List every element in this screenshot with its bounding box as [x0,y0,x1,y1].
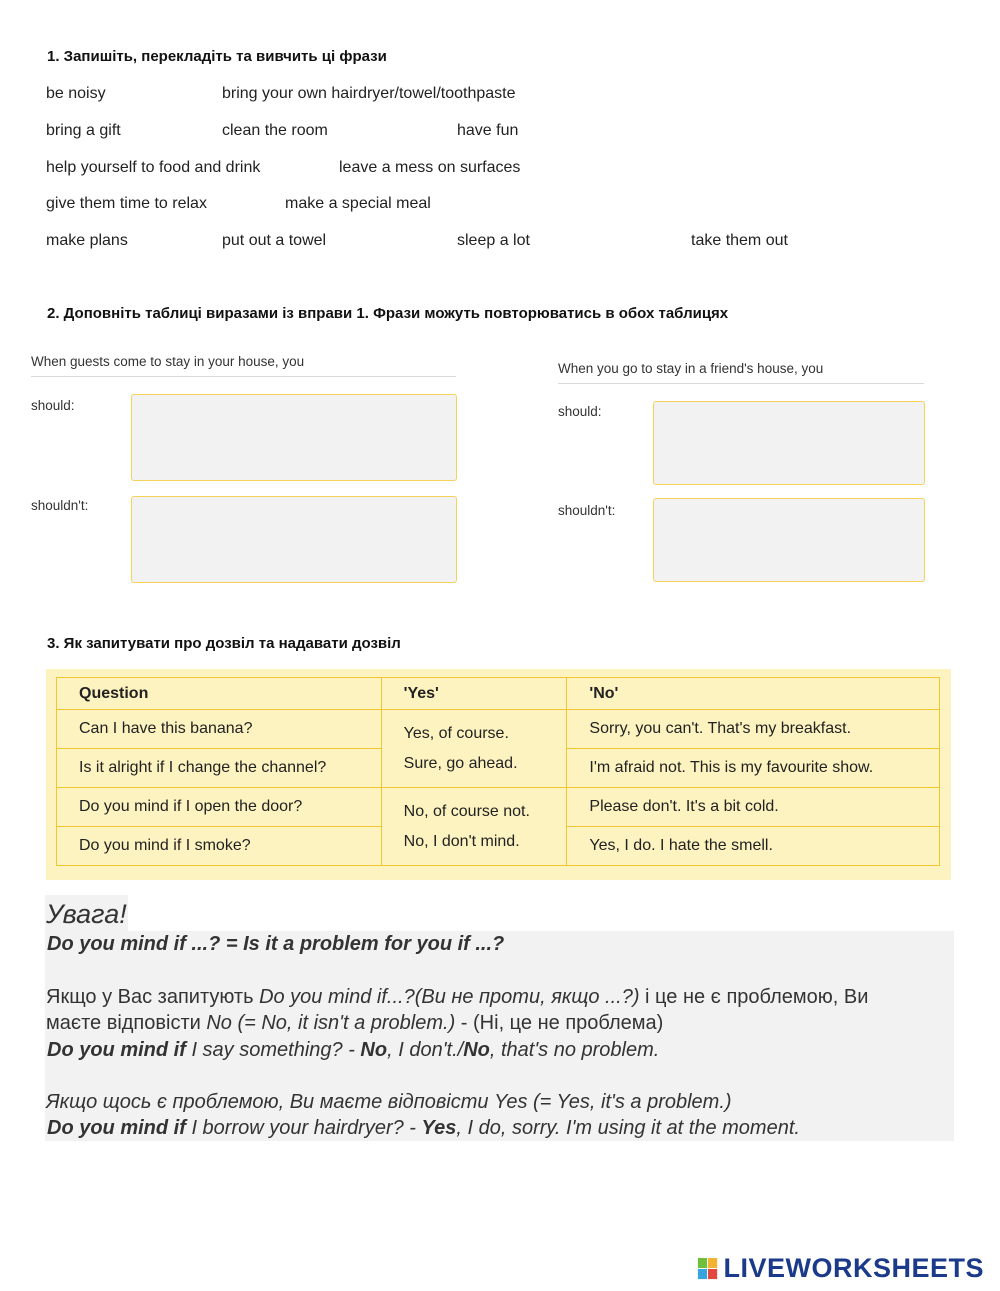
no-cell: Sorry, you can't. That's my breakfast. [567,710,940,749]
left-should-label: should: [31,398,75,413]
yes-answer: No, I don't mind. [403,832,520,850]
text: Якщо у Вас запитують [46,986,260,1008]
text: і це не є проблемою, Ви [639,986,869,1008]
phrase: make plans [46,232,128,249]
note-example-2 [47,1115,800,1141]
left-table-title: When guests come to stay in your house, you [31,354,305,369]
text: , I do, sorry. I'm using it at the moment. [456,1117,800,1139]
logo-text: LIVEWORKSHEETS [723,1253,984,1283]
note-line-1 [46,984,868,1010]
note-line-2 [46,1010,663,1036]
phrase: put out a towel [222,232,327,249]
note-equivalence [47,931,504,957]
note-eq-a: Do you mind if ...? [47,933,221,955]
phrase: sleep a lot [457,232,530,249]
phrase: have fun [457,122,519,139]
question-cell: Do you mind if I open the door? [57,788,382,827]
text: I borrow your hairdryer? - [185,1117,422,1139]
right-should-input[interactable] [653,401,925,485]
right-should-label: should: [558,404,602,419]
phrase: give them time to relax [46,195,207,212]
text: Do you mind if...?(Ви не проти, якщо ...?) [259,986,640,1008]
header-question: Question [57,678,382,710]
liveworksheets-logo[interactable] [697,1253,984,1284]
phrase: help yourself to food and drink [46,159,261,176]
question-cell: Can I have this banana? [57,710,382,749]
note-line-3: Якщо щось є проблемою, Ви маєте відповісти Yes (= Yes, it's a problem.) [46,1091,732,1113]
text: Do you mind if [47,1117,186,1139]
phrase: bring your own hairdryer/towel/toothpaste [222,85,516,102]
question-cell: Do you mind if I smoke? [57,827,382,866]
header-no: 'No' [567,678,940,710]
text: Do you mind if [47,1039,186,1061]
divider [31,376,456,377]
note-eq-sep: = [220,933,244,955]
note-example-1 [47,1037,659,1063]
yes-answer: No, of course not. [403,802,530,820]
right-shouldnt-input[interactable] [653,498,925,582]
left-shouldnt-label: shouldn't: [31,498,89,513]
section1-heading: 1. Запишіть, перекладіть та вивчить ці фрази [47,48,387,65]
header-yes: 'Yes' [381,678,567,710]
text: Yes [421,1117,457,1139]
live-badge-icon [697,1258,719,1280]
phrase: make a special meal [285,195,431,212]
right-table-title: When you go to stay in a friend's house, you [558,361,824,376]
yes-answer: Yes, of course. [403,724,509,742]
text: маєте відповісти [46,1012,207,1034]
section2-heading: 2. Доповніть таблиці виразами із вправи 1. Фрази можуть повторюватись в обох таблицях [47,305,729,322]
left-shouldnt-input[interactable] [131,496,457,583]
note-title: Увага! [46,899,127,929]
yes-answer: Sure, go ahead. [403,754,518,772]
divider [558,383,924,384]
phrase: clean the room [222,122,328,139]
phrase: bring a gift [46,122,121,139]
left-should-input[interactable] [131,394,457,481]
no-cell: I'm afraid not. This is my favourite show. [567,749,940,788]
note-eq-b: Is it a problem for you if ...? [243,933,505,955]
yes-cell [381,710,567,788]
text: No [463,1039,490,1061]
no-cell: Please don't. It's a bit cold. [567,788,940,827]
phrase: leave a mess on surfaces [339,159,521,176]
yes-cell [381,788,567,866]
text: , that's no problem. [489,1039,660,1061]
text: , I don't./ [387,1039,464,1061]
question-cell: Is it alright if I change the channel? [57,749,382,788]
text: I say something? - [185,1039,361,1061]
text: No [360,1039,388,1061]
permission-table-wrap [46,669,951,880]
no-cell: Yes, I do. I hate the smell. [567,827,940,866]
right-shouldnt-label: shouldn't: [558,503,616,518]
text: No (= No, it isn't a problem.) [206,1012,456,1034]
phrase: take them out [691,232,788,249]
permission-table [56,677,940,866]
text: - (Ні, це не проблема) [455,1012,664,1034]
section3-heading: 3. Як запитувати про дозвіл та надавати дозвіл [47,635,401,652]
phrase: be noisy [46,85,106,102]
